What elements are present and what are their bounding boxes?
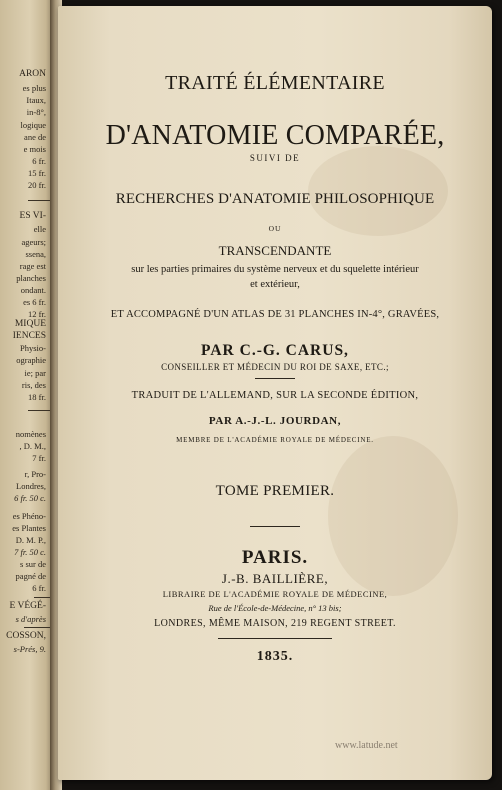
description-line-2: et extérieur, xyxy=(250,279,300,290)
facing-page-line: s sur de xyxy=(20,559,46,569)
volume-label: TOME PREMIER. xyxy=(215,483,335,499)
city: PARIS. xyxy=(241,547,309,568)
separator-rule xyxy=(218,638,332,639)
facing-page-line: rage est xyxy=(19,261,46,271)
facing-page-line: Itaux, xyxy=(26,95,46,105)
separator-rule xyxy=(250,526,300,527)
facing-page-line: 6 fr. xyxy=(32,583,46,593)
facing-page-line: COSSON, xyxy=(6,631,46,641)
facing-page-line: ES VI- xyxy=(19,211,46,221)
title-line-1: TRAITÉ ÉLÉMENTAIRE xyxy=(165,72,385,94)
facing-page-line: in-8°, xyxy=(26,107,46,117)
facing-page-line: E VÉGÉ- xyxy=(9,601,46,611)
facing-page-line: 6 fr. 50 c. xyxy=(14,493,46,503)
description-line-1: sur les parties primaires du système nerveux et du squelette intérieur xyxy=(131,264,419,275)
publisher-title: LIBRAIRE DE L'ACADÉMIE ROYALE DE MÉDECINE, xyxy=(162,589,388,599)
facing-page-line: es Phéno- xyxy=(12,511,46,521)
facing-page-line: ondant. xyxy=(20,285,46,295)
facing-page-line: es plus xyxy=(22,83,46,93)
title-line-2: D'ANATOMIE COMPARÉE, xyxy=(105,120,445,151)
translator: PAR A.-J.-L. JOURDAN, xyxy=(208,415,342,427)
publication-year: 1835. xyxy=(256,649,294,664)
facing-page-line: elle xyxy=(33,224,46,234)
london-address: LONDRES, MÊME MAISON, 219 REGENT STREET. xyxy=(154,618,396,629)
facing-page-line: 18 fr. xyxy=(28,392,46,402)
subtitle: RECHERCHES D'ANATOMIE PHILOSOPHIQUE xyxy=(115,191,435,207)
translation-note: TRADUIT DE L'ALLEMAND, SUR LA SECONDE ÉDITION, xyxy=(131,390,419,401)
transcendante: TRANSCENDANTE xyxy=(218,243,332,258)
facing-page-line: ageurs; xyxy=(21,237,46,247)
facing-page-line: MIQUE xyxy=(14,319,46,329)
facing-page-line: e mois xyxy=(23,144,46,154)
facing-page-line: , D. M., xyxy=(19,441,46,451)
ou: OU xyxy=(268,224,282,233)
author-title: CONSEILLER ET MÉDECIN DU ROI DE SAXE, ETC.; xyxy=(161,362,389,372)
facing-page-line: IENCES xyxy=(12,331,46,341)
facing-page-line: 7 fr. 50 c. xyxy=(14,547,46,557)
facing-page-line: Londres, xyxy=(16,481,46,491)
facing-page-line: ie; par xyxy=(24,368,46,378)
facing-page-line: 7 fr. xyxy=(32,453,46,463)
facing-page-line: 6 fr. xyxy=(32,156,46,166)
facing-page-line: r, Pro- xyxy=(24,469,46,479)
facing-page-line: pagné de xyxy=(15,571,46,581)
facing-page-line: es 6 fr. xyxy=(23,297,46,307)
atlas-line: ET ACCOMPAGNÉ D'UN ATLAS DE 31 PLANCHES IN-4°, GRAVÉES, xyxy=(110,309,440,320)
watermark: www.latude.net xyxy=(335,740,398,751)
facing-page-line: 15 fr. xyxy=(28,168,46,178)
facing-page xyxy=(0,0,54,790)
suivi-de: SUIVI DE xyxy=(249,153,301,163)
facing-page-line: D. M. P., xyxy=(15,535,46,545)
address: Rue de l'École-de-Médecine, n° 13 bis; xyxy=(208,603,342,613)
separator-rule xyxy=(255,378,295,379)
publisher: J.-B. BAILLIÈRE, xyxy=(221,571,329,586)
facing-page-line: 12 fr. xyxy=(28,309,46,319)
translator-title: MEMBRE DE L'ACADÉMIE ROYALE DE MÉDECINE. xyxy=(176,436,374,444)
facing-page-line: ssena, xyxy=(25,249,46,259)
facing-page-line: planches xyxy=(16,273,46,283)
facing-page-line: ane de xyxy=(24,132,46,142)
author: PAR C.-G. CARUS, xyxy=(201,342,349,359)
facing-page-line: es Plantes xyxy=(12,523,46,533)
title-page xyxy=(58,6,492,780)
facing-page-line: ographie xyxy=(16,355,46,365)
facing-page-line: Physio- xyxy=(20,343,46,353)
facing-page-line: s d'après xyxy=(15,614,46,624)
facing-page-line: ARON xyxy=(19,69,46,79)
facing-page-line: nomènes xyxy=(15,429,46,439)
facing-page-line: ris, des xyxy=(21,380,46,390)
facing-page-line: s-Prés, 9. xyxy=(13,644,46,654)
facing-page-line: logique xyxy=(20,120,46,130)
facing-page-line: 20 fr. xyxy=(28,180,46,190)
